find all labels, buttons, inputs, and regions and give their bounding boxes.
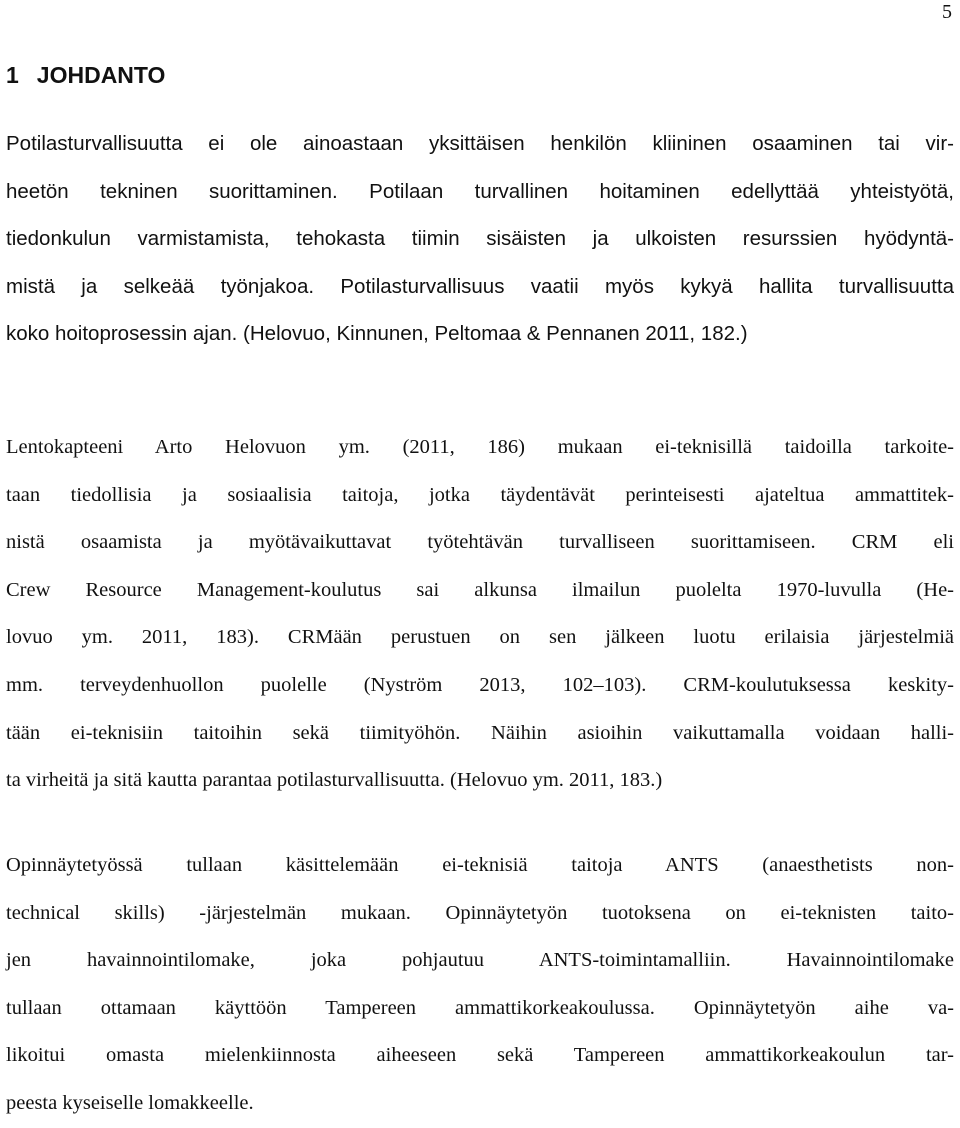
paragraph-2 [6, 424, 954, 805]
chapter-title: JOHDANTO [36, 62, 166, 88]
text-line: jen havainnointilomake, joka pohjautuu ANTS-toimintamalliin. Havainnointilomake [6, 949, 954, 972]
text-line: mistä ja selkeää työnjakoa. Potilasturvallisuus vaatii myös kykyä hallita turvallisuutta [6, 274, 954, 298]
text-line: technical skills) -järjestelmän mukaan. Opinnäytetyön tuotoksena on ei-teknisten taito- [6, 901, 954, 924]
chapter-heading [6, 60, 165, 90]
text-line: tään ei-teknisiin taitoihin sekä tiimityöhön. Näihin asioihin vaikuttamalla voidaan halli- [6, 721, 954, 744]
text-line: likoitui omasta mielenkiinnosta aiheeseen sekä Tampereen ammattikorkeakoulun tar- [6, 1044, 954, 1067]
text-line: koko hoitoprosessin ajan. (Helovuo, Kinnunen, Peltomaa & Pennanen 2011, 182.) [6, 322, 748, 346]
text-line: Opinnäytetyössä tullaan käsittelemään ei-teknisiä taitoja ANTS (anaesthetists non- [6, 854, 954, 876]
text-line: ta virheitä ja sitä kautta parantaa potilasturvallisuutta. (Helovuo ym. 2011, 183.) [6, 769, 663, 792]
text-line: mm. terveydenhuollon puolelle (Nyström 2013, 102–103). CRM-koulutuksessa keskity- [6, 673, 954, 696]
text-line: Potilasturvallisuutta ei ole ainoastaan yksittäisen henkilön kliininen osaaminen tai vir- [6, 132, 954, 155]
paragraph-3 [6, 842, 954, 1128]
text-line: nistä osaamista ja myötävaikuttavat työtehtävän turvalliseen suorittamiseen. CRM eli [6, 531, 954, 554]
text-line: tullaan ottamaan käyttöön Tampereen ammattikorkeakoulussa. Opinnäytetyön aihe va- [6, 996, 954, 1019]
page-number: 5 [942, 1, 952, 23]
text-line: taan tiedollisia ja sosiaalisia taitoja, jotka täydentävät perinteisesti ajateltua ammattitek- [6, 483, 954, 506]
text-line: tiedonkulun varmistamista, tehokasta tiimin sisäisten ja ulkoisten resurssien hyödyntä- [6, 227, 954, 251]
text-line: Crew Resource Management-koulutus sai alkunsa ilmailun puolelta 1970-luvulla (He- [6, 578, 954, 601]
paragraph-1 [6, 120, 954, 358]
text-line: Lentokapteeni Arto Helovuon ym. (2011, 186) mukaan ei-teknisillä taidoilla tarkoite- [6, 436, 954, 458]
text-line: peesta kyseiselle lomakkeelle. [6, 1091, 254, 1114]
text-line: lovuo ym. 2011, 183). CRMään perustuen on sen jälkeen luotu erilaisia järjestelmiä [6, 626, 954, 649]
chapter-number: 1 [6, 62, 19, 88]
text-line: heetön tekninen suorittaminen. Potilaan turvallinen hoitaminen edellyttää yhteistyötä, [6, 179, 954, 203]
